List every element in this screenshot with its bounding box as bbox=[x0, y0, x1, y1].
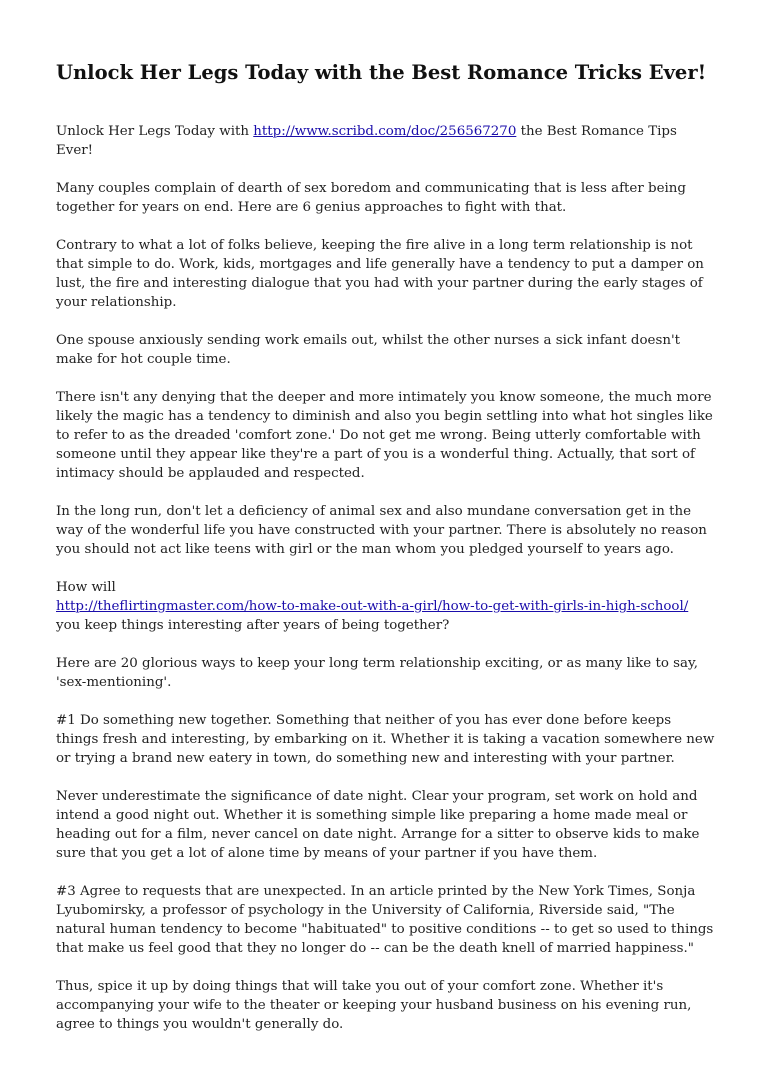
paragraph-6 bbox=[56, 578, 716, 635]
paragraph-4: There isn't any denying that the deeper and more intimately you know someone, the much more likely the magic has a tendency to diminish and also you begin settling into what hot singles like to refer to as the dreaded 'comfort zone.' Do not get me wrong. Being utterly comfortable with someone until they appear like they're a part of you is a wonderful thing. Actually, that sort of intimacy should be applauded and respected. bbox=[56, 390, 713, 481]
intro-text-after: the Best Romance Tips Ever! bbox=[56, 124, 677, 158]
paragraph-2: Contrary to what a lot of folks believe, keeping the fire alive in a long term relationship is not that simple to do. Work, kids, mortgages and life generally have a tendency to put a damper on lust, the fire and interesting dialogue that you had with your partner during the early stages of your relationship. bbox=[56, 238, 704, 310]
paragraph-8: #1 Do something new together. Something that neither of you has ever done before keeps things fresh and interesting, by embarking on it. Whether it is taking a vacation somewhere new or trying a brand new eatery in town, do something new and interesting with your partner. bbox=[56, 713, 715, 766]
document-page bbox=[56, 58, 716, 1053]
paragraph-3: One spouse anxiously sending work emails out, whilst the other nurses a sick infant doesn't make for hot couple time. bbox=[56, 333, 681, 367]
paragraph-1: Many couples complain of dearth of sex boredom and communicating that is less after being together for years on end. Here are 6 genius approaches to fight with that. bbox=[56, 181, 686, 215]
intro-text-before: Unlock Her Legs Today with bbox=[56, 124, 254, 139]
paragraph-11: Thus, spice it up by doing things that will take you out of your comfort zone. Whether it's accompanying your wife to the theater or keeping your husband business on his evening run, agree to things you wouldn't generally do. bbox=[56, 979, 692, 1032]
scribd-link[interactable]: http://www.scribd.com/doc/256567270 bbox=[253, 124, 517, 139]
document-title: Unlock Her Legs Today with the Best Romance Tricks Ever! bbox=[56, 61, 707, 84]
paragraph-10: #3 Agree to requests that are unexpected. In an article printed by the New York Times, Sonja Lyubomirsky, a professor of psychology in the University of California, Riverside said, "The natural human tendency to become "habituated" to positive conditions -- to get so used to things that make us feel good that they no longer do -- can be the death knell of married happiness." bbox=[56, 884, 714, 956]
paragraph-5: In the long run, don't let a deficiency of animal sex and also mundane conversation get in the way of the wonderful life you have constructed with your partner. There is absolutely no reason you should not act like teens with girl or the man whom you pledged yourself to years ago. bbox=[56, 504, 707, 557]
paragraph-9: Never underestimate the significance of date night. Clear your program, set work on hold and intend a good night out. Whether it is something simple like preparing a home made meal or heading out for a film, never cancel on date night. Arrange for a sitter to observe kids to make sure that you get a lot of alone time by means of your partner if you have them. bbox=[56, 789, 700, 861]
paragraph-7: Here are 20 glorious ways to keep your long term relationship exciting, or as many like to say, 'sex-mentioning'. bbox=[56, 656, 699, 690]
intro-paragraph bbox=[56, 122, 716, 160]
p6-text-after: you keep things interesting after years of being together? bbox=[56, 618, 450, 633]
p6-text-before: How will bbox=[56, 580, 116, 595]
flirtingmaster-link[interactable]: http://theflirtingmaster.com/how-to-make-out-with-a-girl/how-to-get-with-girls-in-high-school/ bbox=[56, 599, 689, 614]
